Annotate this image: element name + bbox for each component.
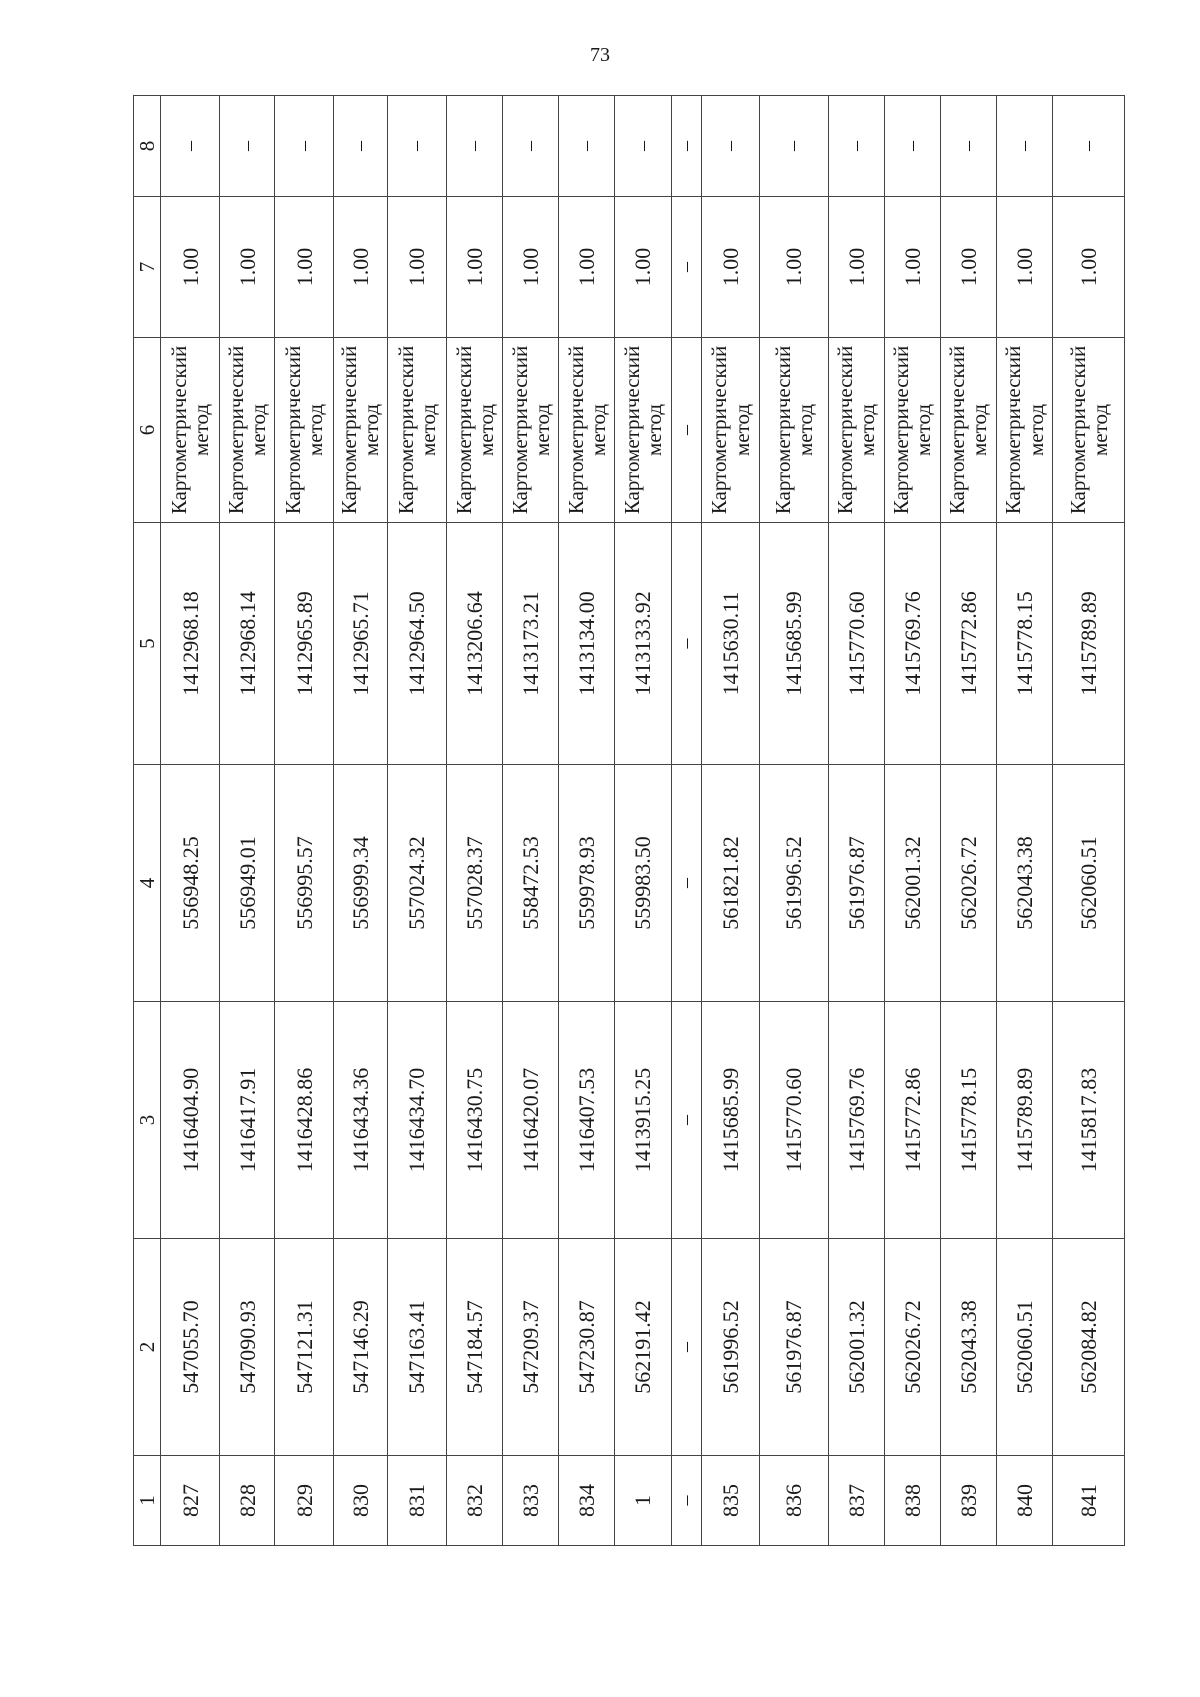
table-cell-col-1: 827 xyxy=(161,1456,220,1546)
table-row xyxy=(503,96,559,1546)
table-cell-col-2: 547184.57 xyxy=(447,1239,503,1456)
table-cell-col-3: 1416430.75 xyxy=(447,1002,503,1239)
table-row xyxy=(161,96,220,1546)
table-cell-col-4: 561821.82 xyxy=(701,765,759,1002)
table-cell-col-1: 835 xyxy=(701,1456,759,1546)
table-cell-col-8: – xyxy=(559,96,615,197)
table-cell-col-8: – xyxy=(1053,96,1125,197)
column-header: 6 xyxy=(134,338,161,523)
table-cell-col-7: – xyxy=(671,197,701,338)
table-row xyxy=(1053,96,1125,1546)
table-row xyxy=(333,96,387,1546)
table-cell-col-7: 1.00 xyxy=(828,197,884,338)
coordinates-table xyxy=(133,95,1125,1546)
table-cell-col-2: 547230.87 xyxy=(559,1239,615,1456)
table-cell-col-1: 837 xyxy=(828,1456,884,1546)
table-cell-col-5: 1415770.60 xyxy=(828,523,884,765)
table-cell-col-6: – xyxy=(671,338,701,523)
table-cell-col-7: 1.00 xyxy=(1053,197,1125,338)
table-row xyxy=(940,96,996,1546)
table-cell-col-5: 1415630.11 xyxy=(701,523,759,765)
table-cell-col-2: 547146.29 xyxy=(333,1239,387,1456)
table-cell-col-5: – xyxy=(671,523,701,765)
table-cell-col-5: 1413134.00 xyxy=(559,523,615,765)
table-cell-col-4: 557024.32 xyxy=(387,765,446,1002)
table-cell-col-3: 1413915.25 xyxy=(615,1002,671,1239)
table-cell-col-1: 1 xyxy=(615,1456,671,1546)
rotated-table-frame xyxy=(133,96,1125,1546)
table-cell-col-8: – xyxy=(940,96,996,197)
table-cell-col-1: – xyxy=(671,1456,701,1546)
table-cell-col-6: Картометрический метод xyxy=(760,338,828,523)
table-cell-col-1: 831 xyxy=(387,1456,446,1546)
table-cell-col-4: 559983.50 xyxy=(615,765,671,1002)
table-cell-col-7: 1.00 xyxy=(884,197,940,338)
column-header: 8 xyxy=(134,96,161,197)
table-cell-col-8: – xyxy=(671,96,701,197)
table-cell-col-3: 1415789.89 xyxy=(996,1002,1052,1239)
page-number: 73 xyxy=(590,44,610,66)
table-cell-col-5: 1412965.71 xyxy=(333,523,387,765)
table-cell-col-1: 829 xyxy=(275,1456,333,1546)
table-cell-col-3: 1415685.99 xyxy=(701,1002,759,1239)
table-cell-col-3: 1416434.36 xyxy=(333,1002,387,1239)
table-cell-col-2: 562084.82 xyxy=(1053,1239,1125,1456)
table-cell-col-5: 1415769.76 xyxy=(884,523,940,765)
table-cell-col-2: 547121.31 xyxy=(275,1239,333,1456)
table-row xyxy=(701,96,759,1546)
table-cell-col-5: 1412965.89 xyxy=(275,523,333,765)
table-row xyxy=(559,96,615,1546)
column-header: 2 xyxy=(134,1239,161,1456)
table-cell-col-5: 1413133.92 xyxy=(615,523,671,765)
table-cell-col-8: – xyxy=(275,96,333,197)
table-cell-col-3: 1416434.70 xyxy=(387,1002,446,1239)
table-cell-col-1: 841 xyxy=(1053,1456,1125,1546)
table-cell-col-8: – xyxy=(884,96,940,197)
column-header: 7 xyxy=(134,197,161,338)
table-row xyxy=(387,96,446,1546)
table-cell-col-6: Картометрический метод xyxy=(884,338,940,523)
table-cell-col-4: 562043.38 xyxy=(996,765,1052,1002)
table-cell-col-3: 1416428.86 xyxy=(275,1002,333,1239)
table-cell-col-8: – xyxy=(996,96,1052,197)
table-cell-col-7: 1.00 xyxy=(940,197,996,338)
header-row xyxy=(134,96,161,1546)
table-cell-col-5: 1415772.86 xyxy=(940,523,996,765)
table-cell-col-5: 1412968.18 xyxy=(161,523,220,765)
table-cell-col-3: 1416420.07 xyxy=(503,1002,559,1239)
table-cell-col-1: 833 xyxy=(503,1456,559,1546)
table-cell-col-8: – xyxy=(503,96,559,197)
table-cell-col-3: 1415772.86 xyxy=(884,1002,940,1239)
table-cell-col-6: Картометрический метод xyxy=(1053,338,1125,523)
table-cell-col-2: 547209.37 xyxy=(503,1239,559,1456)
table-cell-col-2: 562026.72 xyxy=(884,1239,940,1456)
table-cell-col-3: 1416417.91 xyxy=(220,1002,275,1239)
table-cell-col-6: Картометрический метод xyxy=(161,338,220,523)
table-cell-col-4: 556949.01 xyxy=(220,765,275,1002)
table-cell-col-3: 1415770.60 xyxy=(760,1002,828,1239)
table-cell-col-4: 561976.87 xyxy=(828,765,884,1002)
table-cell-col-5: 1412968.14 xyxy=(220,523,275,765)
table-cell-col-8: – xyxy=(760,96,828,197)
table-cell-col-6: Картометрический метод xyxy=(828,338,884,523)
table-cell-col-4: 557028.37 xyxy=(447,765,503,1002)
table-cell-col-4: 558472.53 xyxy=(503,765,559,1002)
table-cell-col-3: – xyxy=(671,1002,701,1239)
table-cell-col-7: 1.00 xyxy=(161,197,220,338)
table-cell-col-6: Картометрический метод xyxy=(996,338,1052,523)
table-cell-col-8: – xyxy=(615,96,671,197)
table-cell-col-1: 839 xyxy=(940,1456,996,1546)
table-row xyxy=(671,96,701,1546)
table-cell-col-6: Картометрический метод xyxy=(615,338,671,523)
table-cell-col-1: 830 xyxy=(333,1456,387,1546)
table-cell-col-2: 562060.51 xyxy=(996,1239,1052,1456)
table-cell-col-6: Картометрический метод xyxy=(333,338,387,523)
table-cell-col-6: Картометрический метод xyxy=(503,338,559,523)
table-cell-col-3: 1416404.90 xyxy=(161,1002,220,1239)
table-body xyxy=(161,96,1125,1546)
table-cell-col-7: 1.00 xyxy=(275,197,333,338)
table-cell-col-5: 1412964.50 xyxy=(387,523,446,765)
table-row xyxy=(447,96,503,1546)
table-cell-col-6: Картометрический метод xyxy=(220,338,275,523)
table-cell-col-2: 562191.42 xyxy=(615,1239,671,1456)
table-cell-col-7: 1.00 xyxy=(559,197,615,338)
table-cell-col-7: 1.00 xyxy=(447,197,503,338)
table-cell-col-7: 1.00 xyxy=(701,197,759,338)
table-cell-col-5: 1415685.99 xyxy=(760,523,828,765)
table-cell-col-2: 561996.52 xyxy=(701,1239,759,1456)
table-cell-col-2: 547090.93 xyxy=(220,1239,275,1456)
table-cell-col-8: – xyxy=(333,96,387,197)
table-cell-col-8: – xyxy=(220,96,275,197)
table-cell-col-2: 547055.70 xyxy=(161,1239,220,1456)
column-header: 1 xyxy=(134,1456,161,1546)
table-cell-col-4: 556995.57 xyxy=(275,765,333,1002)
table-cell-col-3: 1416407.53 xyxy=(559,1002,615,1239)
table-cell-col-4: 562026.72 xyxy=(940,765,996,1002)
table-row xyxy=(884,96,940,1546)
table-cell-col-7: 1.00 xyxy=(615,197,671,338)
table-cell-col-5: 1413173.21 xyxy=(503,523,559,765)
table-row xyxy=(760,96,828,1546)
table-row xyxy=(220,96,275,1546)
table-cell-col-1: 832 xyxy=(447,1456,503,1546)
table-cell-col-3: 1415817.83 xyxy=(1053,1002,1125,1239)
table-cell-col-1: 840 xyxy=(996,1456,1052,1546)
table-cell-col-1: 828 xyxy=(220,1456,275,1546)
table-cell-col-4: 562060.51 xyxy=(1053,765,1125,1002)
table-cell-col-2: 561976.87 xyxy=(760,1239,828,1456)
table-row xyxy=(996,96,1052,1546)
table-cell-col-2: 562043.38 xyxy=(940,1239,996,1456)
column-header: 4 xyxy=(134,765,161,1002)
table-cell-col-8: – xyxy=(828,96,884,197)
table-cell-col-7: 1.00 xyxy=(503,197,559,338)
column-header: 3 xyxy=(134,1002,161,1239)
table-cell-col-7: 1.00 xyxy=(220,197,275,338)
table-cell-col-2: – xyxy=(671,1239,701,1456)
table-cell-col-4: – xyxy=(671,765,701,1002)
table-cell-col-8: – xyxy=(161,96,220,197)
table-cell-col-4: 556948.25 xyxy=(161,765,220,1002)
table-cell-col-5: 1415789.89 xyxy=(1053,523,1125,765)
table-cell-col-7: 1.00 xyxy=(996,197,1052,338)
table-cell-col-6: Картометрический метод xyxy=(387,338,446,523)
table-cell-col-2: 547163.41 xyxy=(387,1239,446,1456)
table-cell-col-6: Картометрический метод xyxy=(559,338,615,523)
table-cell-col-8: – xyxy=(701,96,759,197)
table-row xyxy=(275,96,333,1546)
table-cell-col-1: 834 xyxy=(559,1456,615,1546)
table-cell-col-7: 1.00 xyxy=(760,197,828,338)
table-cell-col-4: 559978.93 xyxy=(559,765,615,1002)
table-row xyxy=(828,96,884,1546)
table-cell-col-6: Картометрический метод xyxy=(275,338,333,523)
table-cell-col-8: – xyxy=(447,96,503,197)
table-cell-col-1: 836 xyxy=(760,1456,828,1546)
table-cell-col-8: – xyxy=(387,96,446,197)
table-cell-col-5: 1415778.15 xyxy=(996,523,1052,765)
table-cell-col-6: Картометрический метод xyxy=(940,338,996,523)
table-cell-col-4: 556999.34 xyxy=(333,765,387,1002)
table-cell-col-3: 1415778.15 xyxy=(940,1002,996,1239)
table-cell-col-6: Картометрический метод xyxy=(701,338,759,523)
table-cell-col-6: Картометрический метод xyxy=(447,338,503,523)
table-cell-col-7: 1.00 xyxy=(333,197,387,338)
table-cell-col-5: 1413206.64 xyxy=(447,523,503,765)
rotated-table-content xyxy=(133,96,1125,1546)
table-cell-col-7: 1.00 xyxy=(387,197,446,338)
table-cell-col-2: 562001.32 xyxy=(828,1239,884,1456)
table-row xyxy=(615,96,671,1546)
table-cell-col-4: 562001.32 xyxy=(884,765,940,1002)
column-header: 5 xyxy=(134,523,161,765)
table-cell-col-1: 838 xyxy=(884,1456,940,1546)
table-cell-col-4: 561996.52 xyxy=(760,765,828,1002)
table-cell-col-3: 1415769.76 xyxy=(828,1002,884,1239)
